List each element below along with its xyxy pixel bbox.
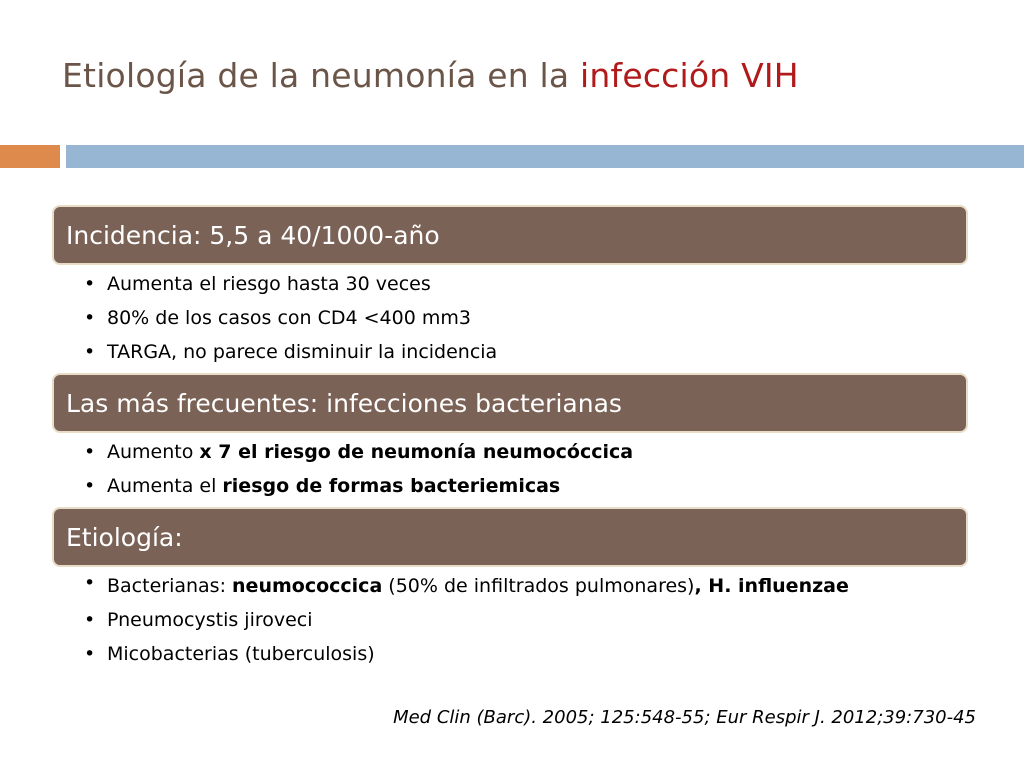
title-accent: infección VIH bbox=[580, 56, 799, 95]
bullet-text: Bacterianas: bbox=[107, 575, 233, 597]
bullet-text: (50% de infiltrados pulmonares) bbox=[382, 575, 695, 597]
bullet-text: Pneumocystis jiroveci bbox=[107, 609, 313, 631]
bullet-item bbox=[84, 335, 944, 369]
bullet-text: Aumenta el bbox=[107, 475, 223, 497]
section-heading-etiologia: Etiología: bbox=[52, 507, 968, 567]
bullet-text: Aumento bbox=[107, 441, 200, 463]
bullet-item bbox=[84, 435, 944, 469]
decor-bar-blue bbox=[66, 145, 1024, 168]
bullet-list-incidencia bbox=[84, 267, 944, 369]
section-heading-incidencia: Incidencia: 5,5 a 40/1000-año bbox=[52, 205, 968, 265]
bullet-bold-text: riesgo de formas bacteriemicas bbox=[222, 475, 561, 497]
bullet-list-etiologia bbox=[84, 569, 944, 671]
bullet-text: TARGA, no parece disminuir la incidencia bbox=[107, 341, 498, 363]
bullet-list-frecuentes bbox=[84, 435, 944, 503]
bullet-item bbox=[84, 637, 944, 671]
title-main: Etiología de la neumonía en la bbox=[62, 56, 581, 95]
bullet-item bbox=[84, 603, 944, 637]
bullet-bold-text: neumococcica bbox=[232, 575, 383, 597]
bullet-text: Aumenta el riesgo hasta 30 veces bbox=[107, 273, 431, 295]
bullet-item bbox=[84, 469, 944, 503]
slide-title bbox=[62, 56, 799, 95]
bullet-item bbox=[84, 569, 944, 603]
bullet-bold-text: , H. influenzae bbox=[694, 575, 849, 597]
section-heading-frecuentes: Las más frecuentes: infecciones bacterianas bbox=[52, 373, 968, 433]
bullet-item bbox=[84, 301, 944, 335]
reference-citation: Med Clin (Barc). 2005; 125:548-55; Eur Respir J. 2012;39:730-45 bbox=[393, 707, 976, 728]
bullet-item bbox=[84, 267, 944, 301]
bullet-bold-text: x 7 el riesgo de neumonía neumocóccica bbox=[199, 441, 634, 463]
decor-bar-orange bbox=[0, 145, 60, 168]
bullet-text: Micobacterias (tuberculosis) bbox=[107, 643, 375, 665]
bullet-text: 80% de los casos con CD4 <400 mm3 bbox=[107, 307, 471, 329]
